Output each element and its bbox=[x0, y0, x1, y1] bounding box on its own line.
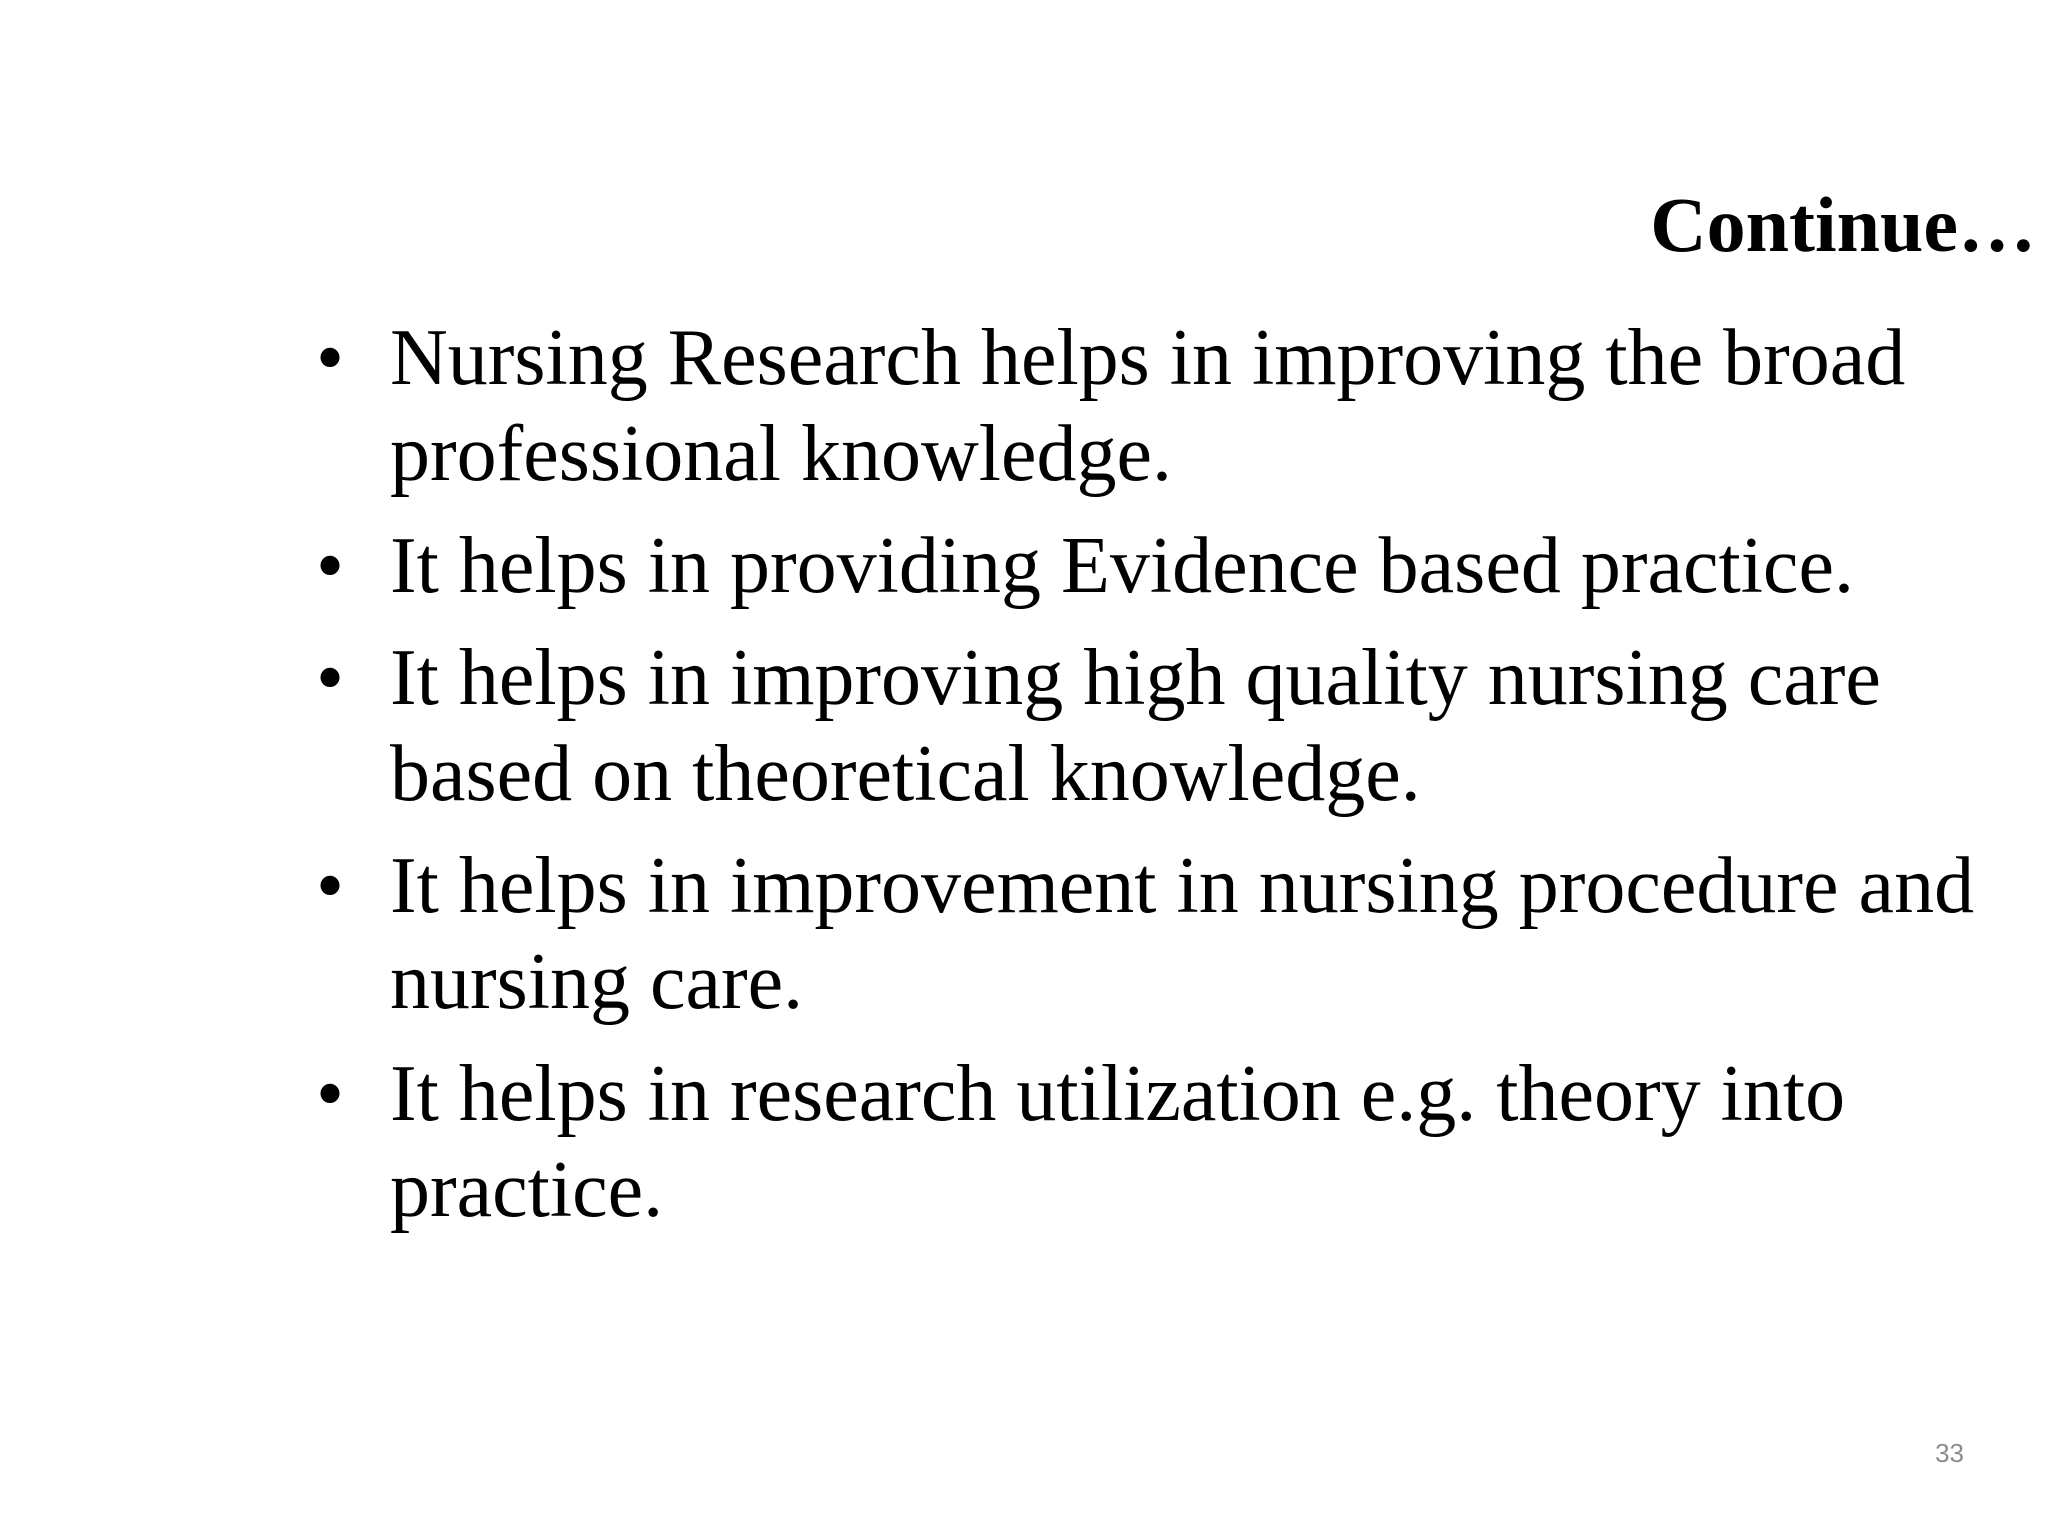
list-item bbox=[310, 518, 2010, 614]
slide-title: Continue… bbox=[1650, 181, 2036, 268]
bullet-icon: • bbox=[315, 634, 344, 722]
bullet-text: It helps in research utilization e.g. theory into practice. bbox=[390, 1050, 1846, 1234]
list-item bbox=[310, 630, 2010, 822]
list-item bbox=[310, 1046, 2010, 1238]
list-item bbox=[310, 310, 2010, 502]
bullet-text: Nursing Research helps in improving the broad professional knowledge. bbox=[390, 314, 1906, 498]
bullet-text: It helps in providing Evidence based practice. bbox=[390, 522, 1854, 610]
bullet-icon: • bbox=[315, 314, 344, 402]
bullet-list bbox=[310, 310, 2010, 1254]
page-number: 33 bbox=[1935, 1438, 1964, 1468]
bullet-icon: • bbox=[315, 842, 344, 930]
bullet-text: It helps in improvement in nursing procedure and nursing care. bbox=[390, 842, 1975, 1026]
list-item bbox=[310, 838, 2010, 1030]
bullet-text: It helps in improving high quality nursing care based on theoretical knowledge. bbox=[390, 634, 1881, 818]
bullet-icon: • bbox=[315, 1050, 344, 1138]
bullet-icon: • bbox=[315, 522, 344, 610]
